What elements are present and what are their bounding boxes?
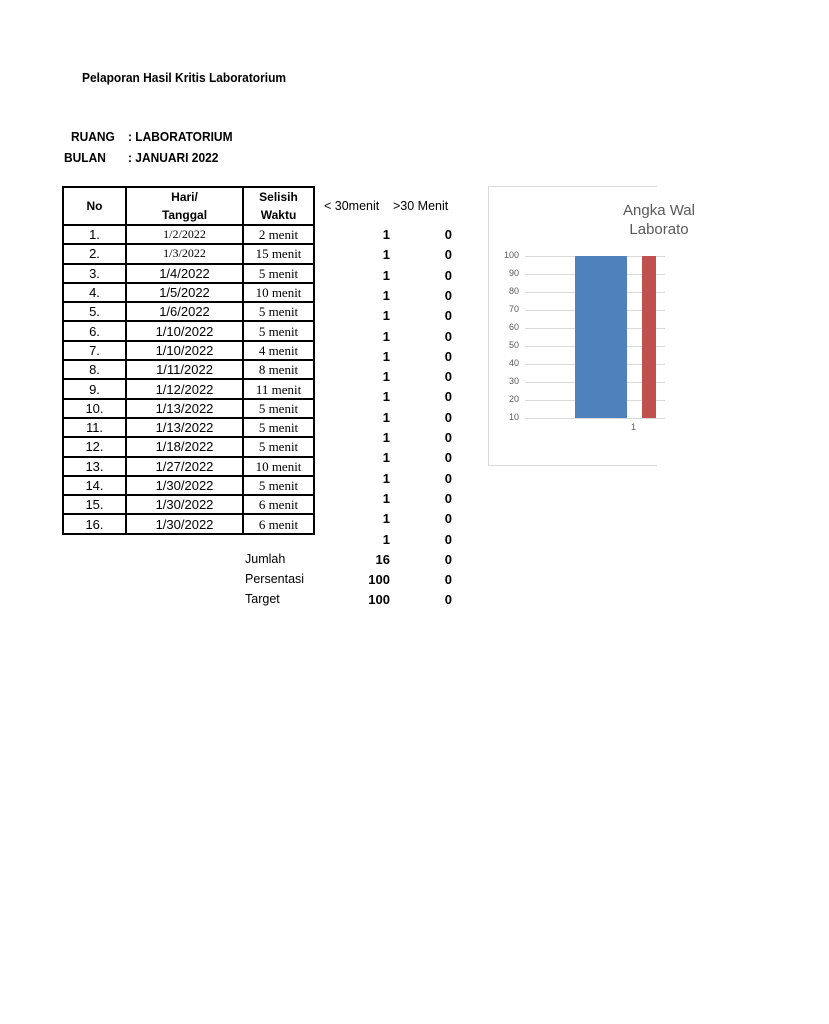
cell-no: 6. xyxy=(63,321,126,340)
table-row xyxy=(63,418,314,437)
header-hari-tanggal xyxy=(126,187,243,225)
table-row xyxy=(63,244,314,263)
cell-date: 1/2/2022 xyxy=(126,225,243,244)
cell-date: 1/10/2022 xyxy=(126,321,243,340)
count-gt30: 0 xyxy=(444,409,452,425)
cell-date: 1/4/2022 xyxy=(126,264,243,283)
cell-date: 1/27/2022 xyxy=(126,457,243,476)
cell-no: 11. xyxy=(63,418,126,437)
x-tick-label: 1 xyxy=(631,422,637,432)
header-tanggal: Tanggal xyxy=(161,208,208,222)
count-gt30: 0 xyxy=(444,430,452,445)
gridline xyxy=(525,418,665,419)
bulan-value: : JANUARI 2022 xyxy=(128,150,219,165)
count-gt30: 0 xyxy=(444,389,452,405)
count-lt30: 1 xyxy=(382,531,390,547)
cell-no: 16. xyxy=(63,514,126,533)
cell-no: 15. xyxy=(63,495,126,514)
count-lt30: 1 xyxy=(382,308,390,324)
cell-selisih: 10 menit xyxy=(243,457,314,476)
table-row xyxy=(63,360,314,379)
cell-date: 1/10/2022 xyxy=(126,341,243,360)
footer-gt30: 0 xyxy=(444,572,452,587)
count-lt30: 1 xyxy=(382,450,390,466)
cell-selisih: 10 menit xyxy=(243,283,314,302)
table-body xyxy=(63,225,314,534)
header-waktu: Waktu xyxy=(260,208,297,222)
y-tick-label: 40 xyxy=(508,358,519,368)
cell-no: 10. xyxy=(63,399,126,418)
cell-selisih: 5 menit xyxy=(243,476,314,495)
cell-date: 1/30/2022 xyxy=(126,495,243,514)
count-lt30: 1 xyxy=(382,287,390,303)
table-row xyxy=(63,514,314,533)
cell-no: 1. xyxy=(63,225,126,244)
count-lt30: 1 xyxy=(382,490,390,506)
ruang-label: RUANG xyxy=(71,129,115,144)
report-table xyxy=(62,186,315,535)
count-gt30: 0 xyxy=(444,490,452,506)
count-lt30: 1 xyxy=(382,430,390,445)
y-tick-label: 60 xyxy=(508,322,519,332)
y-tick-label: 10 xyxy=(508,412,519,422)
cell-selisih: 5 menit xyxy=(243,264,314,283)
cell-selisih: 6 menit xyxy=(243,514,314,533)
y-tick-label: 90 xyxy=(508,268,519,278)
cell-selisih: 4 menit xyxy=(243,341,314,360)
header-selisih-waktu xyxy=(243,187,314,225)
count-lt30: 1 xyxy=(382,470,390,486)
cell-date: 1/30/2022 xyxy=(126,514,243,533)
table-row xyxy=(63,457,314,476)
table-row xyxy=(63,283,314,302)
cell-selisih: 8 menit xyxy=(243,360,314,379)
count-gt30: 0 xyxy=(444,531,452,547)
cell-date: 1/6/2022 xyxy=(126,302,243,321)
count-gt30: 0 xyxy=(444,369,452,385)
table-row xyxy=(63,341,314,360)
cell-selisih: 6 menit xyxy=(243,495,314,514)
cell-date: 1/11/2022 xyxy=(126,360,243,379)
cell-selisih: 11 menit xyxy=(243,379,314,398)
count-lt30: 1 xyxy=(382,348,390,364)
cell-no: 2. xyxy=(63,244,126,263)
count-gt30: 0 xyxy=(444,511,452,527)
count-gt30: 0 xyxy=(444,470,452,486)
count-gt30: 0 xyxy=(444,450,452,466)
header-no: No xyxy=(63,187,126,225)
table-row xyxy=(63,399,314,418)
cell-date: 1/5/2022 xyxy=(126,283,243,302)
bulan-label: BULAN xyxy=(64,150,106,165)
cell-selisih: 5 menit xyxy=(243,399,314,418)
count-gt30: 0 xyxy=(444,287,452,303)
y-tick-label: 50 xyxy=(508,340,519,350)
footer-label: Persentasi xyxy=(245,572,305,586)
cell-selisih: 5 menit xyxy=(243,437,314,456)
cell-no: 14. xyxy=(63,476,126,495)
footer-gt30: 0 xyxy=(444,552,452,567)
table-row xyxy=(63,302,314,321)
count-gt30: 0 xyxy=(444,348,452,364)
cell-no: 5. xyxy=(63,302,126,321)
cell-date: 1/13/2022 xyxy=(126,399,243,418)
cell-no: 9. xyxy=(63,379,126,398)
cell-no: 8. xyxy=(63,360,126,379)
table-row xyxy=(63,437,314,456)
cell-date: 1/30/2022 xyxy=(126,476,243,495)
cell-date: 1/3/2022 xyxy=(126,244,243,263)
table-row xyxy=(63,225,314,244)
cell-no: 4. xyxy=(63,283,126,302)
bar-series-2 xyxy=(642,256,656,418)
chart-title xyxy=(489,201,829,239)
count-lt30: 1 xyxy=(382,369,390,385)
header-lt30: < 30menit xyxy=(324,199,380,213)
count-lt30: 1 xyxy=(382,227,390,242)
chart-title-line2: Laborato xyxy=(629,221,689,238)
table-row xyxy=(63,495,314,514)
cell-selisih: 15 menit xyxy=(243,244,314,263)
cell-selisih: 2 menit xyxy=(243,225,314,244)
footer-label: Target xyxy=(245,592,280,606)
count-gt30: 0 xyxy=(444,267,452,283)
chart-title-line1: Angka Wal xyxy=(623,202,695,219)
count-gt30: 0 xyxy=(444,227,452,242)
y-tick-label: 70 xyxy=(508,304,519,314)
count-lt30: 1 xyxy=(382,409,390,425)
ruang-value: : LABORATORIUM xyxy=(128,129,233,144)
count-gt30: 0 xyxy=(444,308,452,324)
cell-selisih: 5 menit xyxy=(243,321,314,340)
chart-panel xyxy=(488,186,695,466)
footer-gt30: 0 xyxy=(444,592,452,607)
footer-lt30: 16 xyxy=(375,552,390,567)
y-tick-label: 100 xyxy=(503,250,519,260)
y-tick-label: 80 xyxy=(508,286,519,296)
cell-no: 3. xyxy=(63,264,126,283)
footer-lt30: 100 xyxy=(368,592,390,607)
table-header-row xyxy=(63,187,314,225)
count-lt30: 1 xyxy=(382,247,390,263)
cell-no: 12. xyxy=(63,437,126,456)
count-gt30: 0 xyxy=(444,247,452,263)
count-lt30: 1 xyxy=(382,267,390,283)
header-gt30: >30 Menit xyxy=(393,199,449,213)
cell-no: 13. xyxy=(63,457,126,476)
table-row xyxy=(63,476,314,495)
cell-selisih: 5 menit xyxy=(243,418,314,437)
report-title: Pelaporan Hasil Kritis Laboratorium xyxy=(82,70,287,85)
count-lt30: 1 xyxy=(382,511,390,527)
cell-no: 7. xyxy=(63,341,126,360)
table-row xyxy=(63,379,314,398)
header-selisih: Selisih xyxy=(259,190,298,204)
count-gt30: 0 xyxy=(444,328,452,344)
footer-lt30: 100 xyxy=(368,572,390,587)
footer-label: Jumlah xyxy=(245,552,286,566)
cell-date: 1/18/2022 xyxy=(126,437,243,456)
cell-date: 1/13/2022 xyxy=(126,418,243,437)
table-row xyxy=(63,321,314,340)
header-hari: Hari/ xyxy=(171,190,198,204)
y-tick-label: 30 xyxy=(508,376,519,386)
count-lt30: 1 xyxy=(382,389,390,405)
count-lt30: 1 xyxy=(382,328,390,344)
bar-series-1 xyxy=(575,256,627,418)
y-tick-label: 20 xyxy=(508,394,519,404)
cell-date: 1/12/2022 xyxy=(126,379,243,398)
table-row xyxy=(63,264,314,283)
cell-selisih: 5 menit xyxy=(243,302,314,321)
